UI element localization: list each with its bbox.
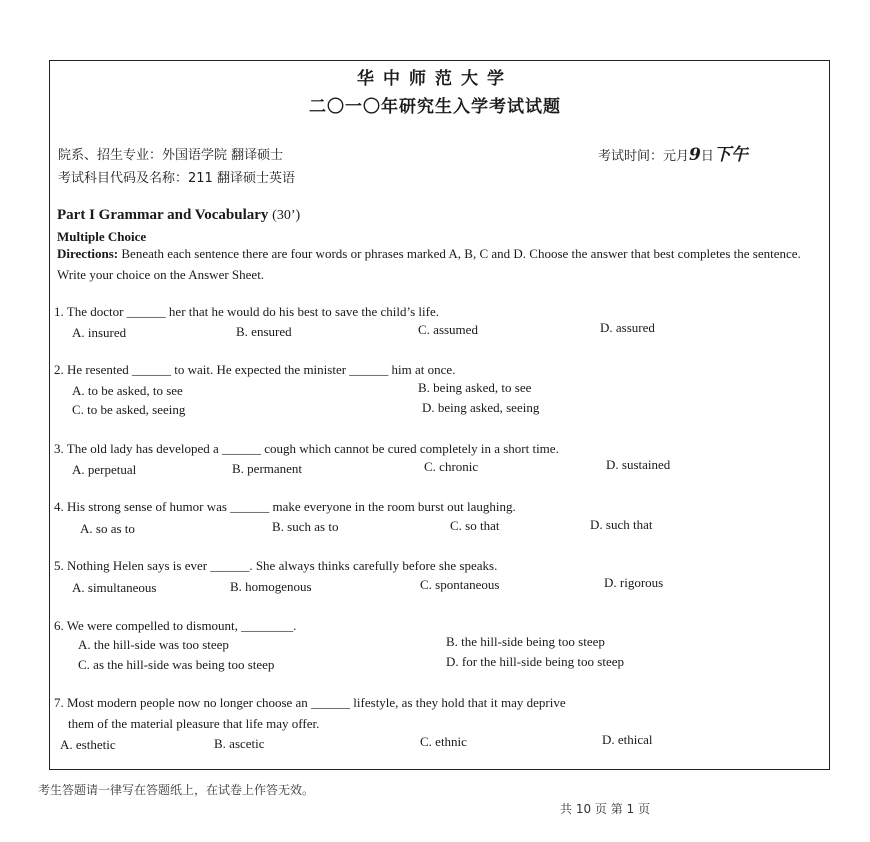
directions-label: Directions: bbox=[57, 246, 119, 261]
question-4-stem: 4. His strong sense of humor was ______ make everyone in the room burst out laughing. bbox=[54, 499, 516, 514]
question-3-option-a: A. perpetual bbox=[72, 462, 137, 477]
exam-time-handwritten: 下午 bbox=[713, 145, 748, 165]
question-6-option-b: B. the hill-side being too steep bbox=[446, 634, 605, 649]
question-4-option-d: D. such that bbox=[590, 517, 653, 532]
question-3-option-c: C. chronic bbox=[424, 459, 479, 474]
question-1-option-b: B. ensured bbox=[236, 324, 292, 339]
subject-info: 考试科目代码及名称：211 翻译硕士英语 bbox=[58, 171, 295, 186]
question-1-stem: 1. The doctor ______ her that he would do his best to save the child’s life. bbox=[54, 304, 439, 319]
question-3-option-b: B. permanent bbox=[232, 461, 303, 476]
directions bbox=[57, 243, 829, 285]
part-score: (30’) bbox=[272, 208, 301, 223]
question-2-stem: 2. He resented ______ to wait. He expected the minister ______ him at once. bbox=[54, 362, 456, 377]
department-info: 院系、招生专业：外国语学院 翻译硕士 bbox=[58, 148, 284, 163]
directions-text: Beneath each sentence there are four words or phrases marked A, B, C and D. Choose the answer that best completes the sentence. Write your choice on the Answer Sheet. bbox=[57, 246, 801, 282]
question-7-stem: 7. Most modern people now no longer choose an ______ lifestyle, as they hold that it may deprive bbox=[54, 695, 566, 710]
question-5-option-a: A. simultaneous bbox=[72, 580, 157, 595]
question-6-option-d: D. for the hill-side being too steep bbox=[446, 654, 624, 669]
section-subheading: Multiple Choice bbox=[57, 229, 147, 244]
question-7-stem-continued: them of the material pleasure that life may offer. bbox=[68, 716, 320, 731]
question-3-stem: 3. The old lady has developed a ______ cough which cannot be cured completely in a short time. bbox=[54, 441, 559, 456]
question-7-option-a: A. esthetic bbox=[60, 737, 116, 752]
question-4-option-c: C. so that bbox=[450, 518, 500, 533]
exam-time-day: 9 bbox=[689, 145, 701, 165]
question-6-stem: 6. We were compelled to dismount, ________. bbox=[54, 618, 297, 633]
question-1-option-a: A. insured bbox=[72, 325, 127, 340]
question-4-option-a: A. so as to bbox=[80, 521, 135, 536]
exam-time bbox=[598, 140, 748, 165]
question-1-option-c: C. assumed bbox=[418, 322, 478, 337]
question-6-option-a: A. the hill-side was too steep bbox=[78, 637, 229, 652]
question-2-option-d: D. being asked, seeing bbox=[422, 400, 540, 415]
part-title bbox=[57, 207, 300, 224]
question-6-option-c: C. as the hill-side was being too steep bbox=[78, 657, 275, 672]
question-1-option-d: D. assured bbox=[600, 320, 655, 335]
question-3-option-d: D. sustained bbox=[606, 457, 671, 472]
exam-time-label: 考试时间：元月 bbox=[598, 149, 690, 164]
question-2-option-b: B. being asked, to see bbox=[418, 380, 532, 395]
part-title-text: Part I Grammar and Vocabulary bbox=[57, 207, 269, 223]
exam-title: 二〇一〇年研究生入学考试试题 bbox=[309, 97, 561, 117]
footer-note: 考生答题请一律写在答题纸上，在试卷上作答无效。 bbox=[38, 783, 315, 797]
question-5-option-b: B. homogenous bbox=[230, 579, 312, 594]
exam-time-mid: 日 bbox=[700, 149, 714, 164]
question-2-option-a: A. to be asked, to see bbox=[72, 383, 183, 398]
university-name: 华中师范大学 bbox=[357, 69, 513, 89]
page-number: 共 10 页 第 1 页 bbox=[560, 802, 650, 816]
question-5-option-c: C. spontaneous bbox=[420, 577, 500, 592]
question-5-stem: 5. Nothing Helen says is ever ______. She always thinks carefully before she speaks. bbox=[54, 558, 498, 573]
question-7-option-c: C. ethnic bbox=[420, 734, 467, 749]
question-2-option-c: C. to be asked, seeing bbox=[72, 402, 186, 417]
question-4-option-b: B. such as to bbox=[272, 519, 339, 534]
question-7-option-d: D. ethical bbox=[602, 732, 653, 747]
question-7-option-b: B. ascetic bbox=[214, 736, 265, 751]
question-5-option-d: D. rigorous bbox=[604, 575, 664, 590]
